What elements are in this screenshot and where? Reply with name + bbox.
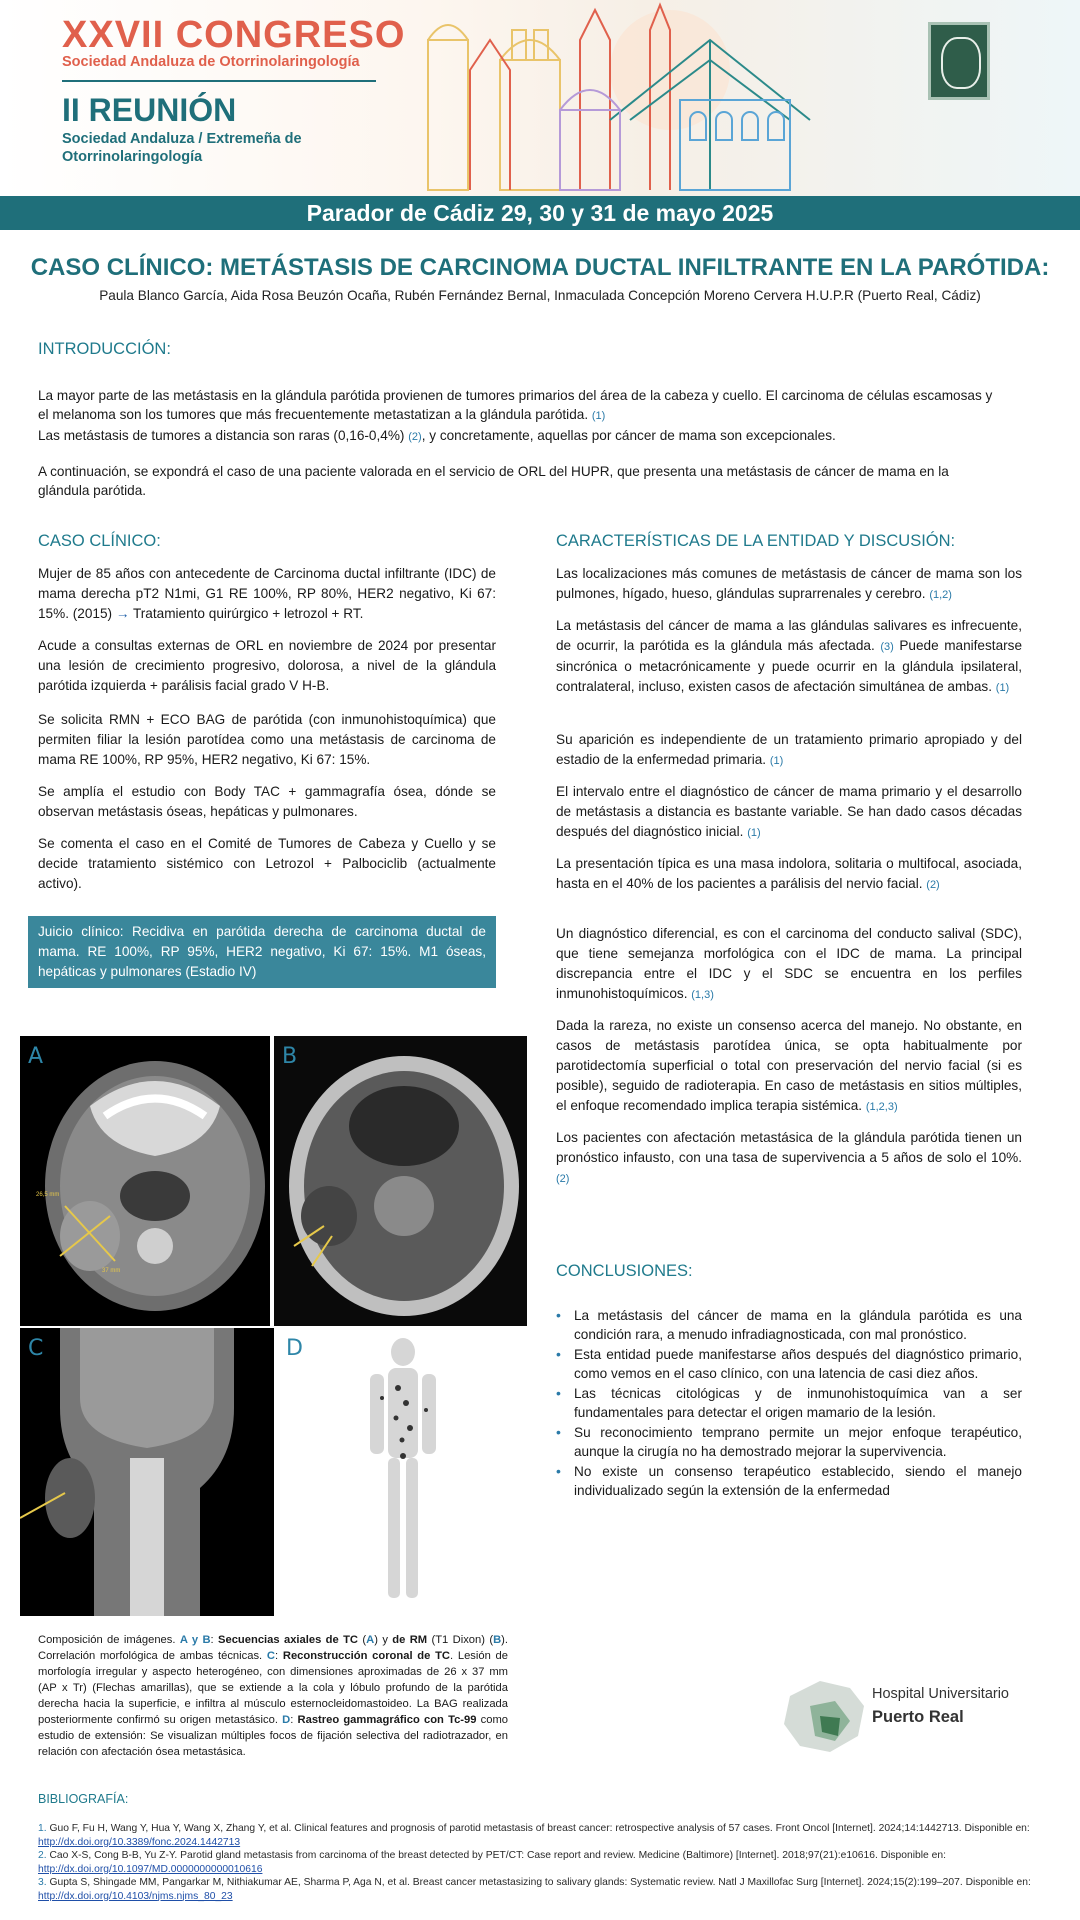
- intro-text-1: La mayor parte de las metástasis en la glándula parótida provienen de tumores primarios del área de la cabeza y cuello. El carcinoma de células escamosas y el melanoma son los tumores que más frecuentemente metastatizan a la glándula parótida.: [38, 388, 993, 422]
- image-label-d: D: [286, 1336, 303, 1361]
- caption-text: (: [358, 1634, 367, 1646]
- conclusion-item: • Su reconocimiento temprano permite un mejor enfoque terapéutico, aunque la cirugía no ha demostrado mejorar la supervivencia.: [556, 1423, 1022, 1461]
- citation: (2): [926, 879, 940, 891]
- caption-text: ). Correlación morfológica de ambas técnicas.: [38, 1634, 508, 1662]
- bibliography-item: [38, 1876, 1038, 1903]
- caption-text: :: [275, 1650, 283, 1662]
- ref-link[interactable]: http://dx.doi.org/10.3389/fonc.2024.1442713: [38, 1836, 241, 1848]
- discussion-text: Las localizaciones más comunes de metástasis de cáncer de mama son los pulmones, hígado, hueso, glándulas suprarrenales y cerebro.: [556, 566, 1022, 601]
- citation: (2): [408, 431, 422, 443]
- mri-axial-scan: [274, 1036, 527, 1326]
- case-heading: CASO CLÍNICO:: [38, 532, 161, 550]
- bibliography-list: [38, 1822, 1038, 1903]
- society-seal-logo: [928, 22, 990, 100]
- image-label-c: C: [28, 1336, 44, 1361]
- image-a-axial-ct: [20, 1036, 270, 1326]
- ref-link[interactable]: http://dx.doi.org/10.1097/MD.0000000000010616: [38, 1863, 263, 1875]
- congress-title: XXVII CONGRESO: [62, 14, 406, 56]
- citation: (1): [769, 755, 784, 767]
- caption-label: C: [266, 1650, 275, 1662]
- caption-bold: de RM: [392, 1634, 428, 1646]
- bibliography-heading: BIBLIOGRAFÍA:: [38, 1792, 129, 1806]
- citation: (3): [880, 641, 894, 653]
- bibliography-item: [38, 1822, 1038, 1849]
- caption-text: (T1 Dixon) (: [427, 1634, 494, 1646]
- society-name-2: Sociedad Andaluza / Extremeña de Otorrinolaringología: [62, 131, 302, 165]
- discussion-text: Dada la rareza, no existe un consenso acerca del manejo. No obstante, en casos de metástasis parotídea única, se opta habitualmente por parotidectomía superficial o total con preservación del nervio facial (si es posible), seguido de radioterapia. En caso de metástasis en sitios múltiples, el enfoque recomendado implica terapia sistémica.: [556, 1018, 1022, 1113]
- discussion-paragraph-5: [556, 854, 1022, 895]
- discussion-text: Un diagnóstico diferencial, es con el carcinoma del conducto salival (SDC), que tiene semejanza morfológica con el IDC de mama. La principal discrepancia entre el IDC y el SDC se encuentra en los perfiles inmunohistoquímicos.: [556, 926, 1022, 1001]
- ref-number: 1.: [38, 1823, 47, 1834]
- discussion-paragraph-6: [556, 924, 1022, 1005]
- discussion-heading: CARACTERÍSTICAS DE LA ENTIDAD Y DISCUSIÓN:: [556, 532, 956, 550]
- authors: Paula Blanco García, Aida Rosa Beuzón Ocaña, Rubén Fernández Bernal, Inmaculada Concepción Moreno Cervera H.U.P.R (Puerto Real, Cádiz): [99, 288, 981, 303]
- caption-text: . Lesión de morfología irregular y aspecto heterogéneo, con dimensiones aproximadas de 26 x 37 mm (AP x Tr) (Flechas amarillas), que se extiende a la cola y lóbulo profundo de la parótida derecha hacia la superficie, e infiltra al músculo esternocleidomastoideo. La BAG realizada posteriormente confirmó su origen metastásico.: [38, 1650, 508, 1726]
- image-d-bone-scan: [278, 1328, 528, 1618]
- citation: (1,2): [929, 589, 952, 601]
- ref-text: Gupta S, Shingade MM, Pangarkar M, Nithiakumar AE, Sharma P, Aga N, et al. Breast cancer metastasizing to salivary glands: Systematic review. Natl J Maxillofac Surg [Internet]. 2024;15(2):199–207. Disponible en:: [49, 1877, 1031, 1888]
- image-b-axial-mri: [274, 1036, 527, 1326]
- image-label-a: A: [28, 1044, 44, 1069]
- hospital-name-line1: Hospital Universitario: [872, 1686, 1009, 1702]
- intro-paragraph-1: [38, 386, 998, 447]
- case-paragraph-2: Acude a consultas externas de ORL en noviembre de 2024 por presentar una lesión de crecimiento progresivo, dolorosa, a nivel de la glándula parótida izquierda + parálisis facial grado V H-B.: [38, 638, 496, 693]
- discussion-paragraph-7: [556, 1016, 1022, 1117]
- cadiz-skyline-illustration: [410, 0, 830, 196]
- image-caption: [38, 1632, 508, 1760]
- discussion-text: Puede manifestarse sincrónica o metacrónicamente y puede ocurrir en la glándula ipsilateral, contralateral, incluso, existen casos de afectación simultánea de ambas.: [556, 638, 1023, 694]
- citation: (1): [747, 827, 761, 839]
- conclusion-item: • Las técnicas citológicas y de inmunohistoquímica van a ser fundamentales para detectar el origen mamario de la lesión.: [556, 1384, 1022, 1422]
- image-c-coronal-ct: [20, 1328, 274, 1616]
- caption-bold: Rastreo gammagráfico con Tc-99: [297, 1714, 477, 1726]
- citation: (2): [556, 1173, 570, 1185]
- hospital-map-logo: [780, 1676, 868, 1756]
- ref-text: Guo F, Fu H, Wang Y, Hua Y, Wang X, Zhang Y, et al. Clinical features and prognosis of parotid metastasis of breast cancer: retrospective analysis of 57 cases. Front Oncol [Internet]. 2024;14:1442713. Disponible en:: [49, 1823, 1030, 1834]
- case-paragraph-5: Se comenta el caso en el Comité de Tumores de Cabeza y Cuello y se decide tratamiento sistémico con Letrozol + Palbociclib (actualmente activo).: [38, 836, 496, 891]
- conclusion-item: • Esta entidad puede manifestarse años después del diagnóstico primario, como vemos en el caso clínico, con una latencia de casi diez años.: [556, 1345, 1022, 1383]
- caption-text: :: [290, 1714, 298, 1726]
- discussion-paragraph-4: [556, 782, 1022, 843]
- poster-header: [0, 0, 1080, 196]
- meeting-title: II REUNIÓN: [62, 92, 237, 128]
- poster-title: CASO CLÍNICO: METÁSTASIS DE CARCINOMA DUCTAL INFILTRANTE EN LA PARÓTIDA:: [30, 254, 1050, 281]
- ct-axial-scan: [20, 1036, 270, 1326]
- case-text: Mujer de 85 años con antecedente de Carcinoma ductal infiltrante (IDC) de mama derecha pT2 N1mi, G1 RE 100%, RP 80%, HER2 negativo, Ki 67: 15%. (2015): [38, 566, 496, 621]
- caption-text: Composición de imágenes.: [38, 1634, 180, 1646]
- caption-label: A y B: [179, 1634, 211, 1646]
- conclusion-item: • La metástasis del cáncer de mama en la glándula parótida es una condición rara, a menudo infradiagnosticada, con mal pronóstico.: [556, 1306, 1022, 1344]
- image-label-b: B: [282, 1044, 298, 1069]
- discussion-paragraph-8: [556, 1128, 1022, 1189]
- intro-text-2: Las metástasis de tumores a distancia son raras (0,16-0,4%): [38, 428, 405, 443]
- case-paragraph-3: Se solicita RMN + ECO BAG de parótida (con inmunohistoquímica) que permiten filiar la lesión parotídea como una metástasis de carcinoma de mama RE 100%, RP 95%, HER2 negativo, Ki 67: 15%.: [38, 712, 496, 767]
- discussion-text: Los pacientes con afectación metastásica de la glándula parótida tienen un pronóstico infausto, con una tasa de supervivencia a 5 años de solo el 10%.: [556, 1130, 1022, 1165]
- caption-bold: Reconstrucción coronal de TC: [282, 1650, 450, 1662]
- caption-label: D: [282, 1714, 291, 1726]
- discussion-text: La presentación típica es una masa indolora, solitaria o multifocal, asociada, hasta en el 40% de los pacientes a parálisis del nervio facial.: [556, 856, 1022, 891]
- venue-date-banner: Parador de Cádiz 29, 30 y 31 de mayo 2025: [0, 196, 1080, 230]
- citation: (1): [995, 682, 1010, 694]
- conclusions-list: [556, 1306, 1022, 1501]
- discussion-paragraph-3: [556, 730, 1022, 771]
- citation: (1): [591, 410, 606, 422]
- discussion-paragraph-1: [556, 564, 1022, 605]
- case-paragraph-1: [38, 564, 496, 624]
- measure-label-2: 37 mm: [102, 1268, 121, 1274]
- discussion-paragraph-2: [556, 616, 1022, 698]
- ct-coronal-scan: [20, 1328, 274, 1616]
- header-divider: [62, 80, 376, 82]
- caption-label: A: [366, 1634, 375, 1646]
- discussion-text: Su aparición es independiente de un tratamiento primario apropiado y del estadio de la enfermedad primaria.: [556, 732, 1022, 767]
- intro-text-2b: , y concretamente, aquellas por cáncer de mama son excepcionales.: [421, 428, 836, 443]
- arrow-right-icon: →: [115, 606, 130, 621]
- caption-text: :: [210, 1634, 219, 1646]
- measure-label-1: 26,5 mm: [36, 1192, 60, 1198]
- gammagraphy-scan: [278, 1328, 528, 1618]
- citation: (1,3): [691, 989, 714, 1001]
- conclusions-heading: CONCLUSIONES:: [556, 1262, 693, 1280]
- intro-heading: INTRODUCCIÓN:: [38, 340, 171, 358]
- discussion-text: La metástasis del cáncer de mama a las glándulas salivares es infrecuente, de ocurrir, la parótida es la glándula más afectada.: [556, 618, 1022, 653]
- case-text: Tratamiento quirúrgico + letrozol + RT.: [132, 606, 364, 621]
- intro-paragraph-2: A continuación, se expondrá el caso de una paciente valorada en el servicio de ORL del HUPR, que presenta una metástasis de cáncer de mama en la glándula parótida.: [38, 464, 949, 498]
- conclusion-item: • No existe un consenso terapéutico establecido, siendo el manejo individualizado según la extensión de la enfermedad: [556, 1462, 1022, 1500]
- discussion-text: El intervalo entre el diagnóstico de cáncer de mama primario y el desarrollo de metástasis a distancia es bastante variable. Se han dado casos décadas después del diagnóstico inicial.: [556, 784, 1022, 839]
- hospital-name-line2: Puerto Real: [872, 1708, 964, 1726]
- caption-text: ) y: [374, 1634, 393, 1646]
- ref-number: 3.: [38, 1877, 47, 1888]
- bibliography-item: [38, 1849, 1038, 1876]
- caption-label: B: [493, 1634, 502, 1646]
- society-name: Sociedad Andaluza de Otorrinolaringología: [62, 54, 360, 70]
- ref-link[interactable]: http://dx.doi.org/10.4103/njms.njms_80_23: [38, 1890, 233, 1902]
- caption-text: como estudio de extensión: Se visualizan múltiples focos de fijación selectiva del radiotrazador, en relación con afectación ósea metastásica.: [38, 1714, 509, 1758]
- case-paragraph-4: Se amplía el estudio con Body TAC + gammagrafía ósea, dónde se observan metástasis óseas, hepáticas y pulmonares.: [38, 784, 496, 819]
- ref-number: 2.: [38, 1850, 47, 1861]
- caption-bold: Secuencias axiales de TC: [218, 1634, 359, 1646]
- citation: (1,2,3): [865, 1101, 898, 1113]
- clinical-judgment-box: Juicio clínico: Recidiva en parótida derecha de carcinoma ductal de mama. RE 100%, RP 95%, HER2 negativo, Ki 67: 15%. M1 óseas, hepáticas y pulmonares (Estadio IV): [28, 916, 496, 988]
- ref-text: Cao X-S, Cong B-B, Yu Z-Y. Parotid gland metastasis from carcinoma of the breast detected by PET/CT: Case report and review. Medicine (Baltimore) [Internet]. 2018;97(21):e10616. Disponible en:: [49, 1850, 946, 1861]
